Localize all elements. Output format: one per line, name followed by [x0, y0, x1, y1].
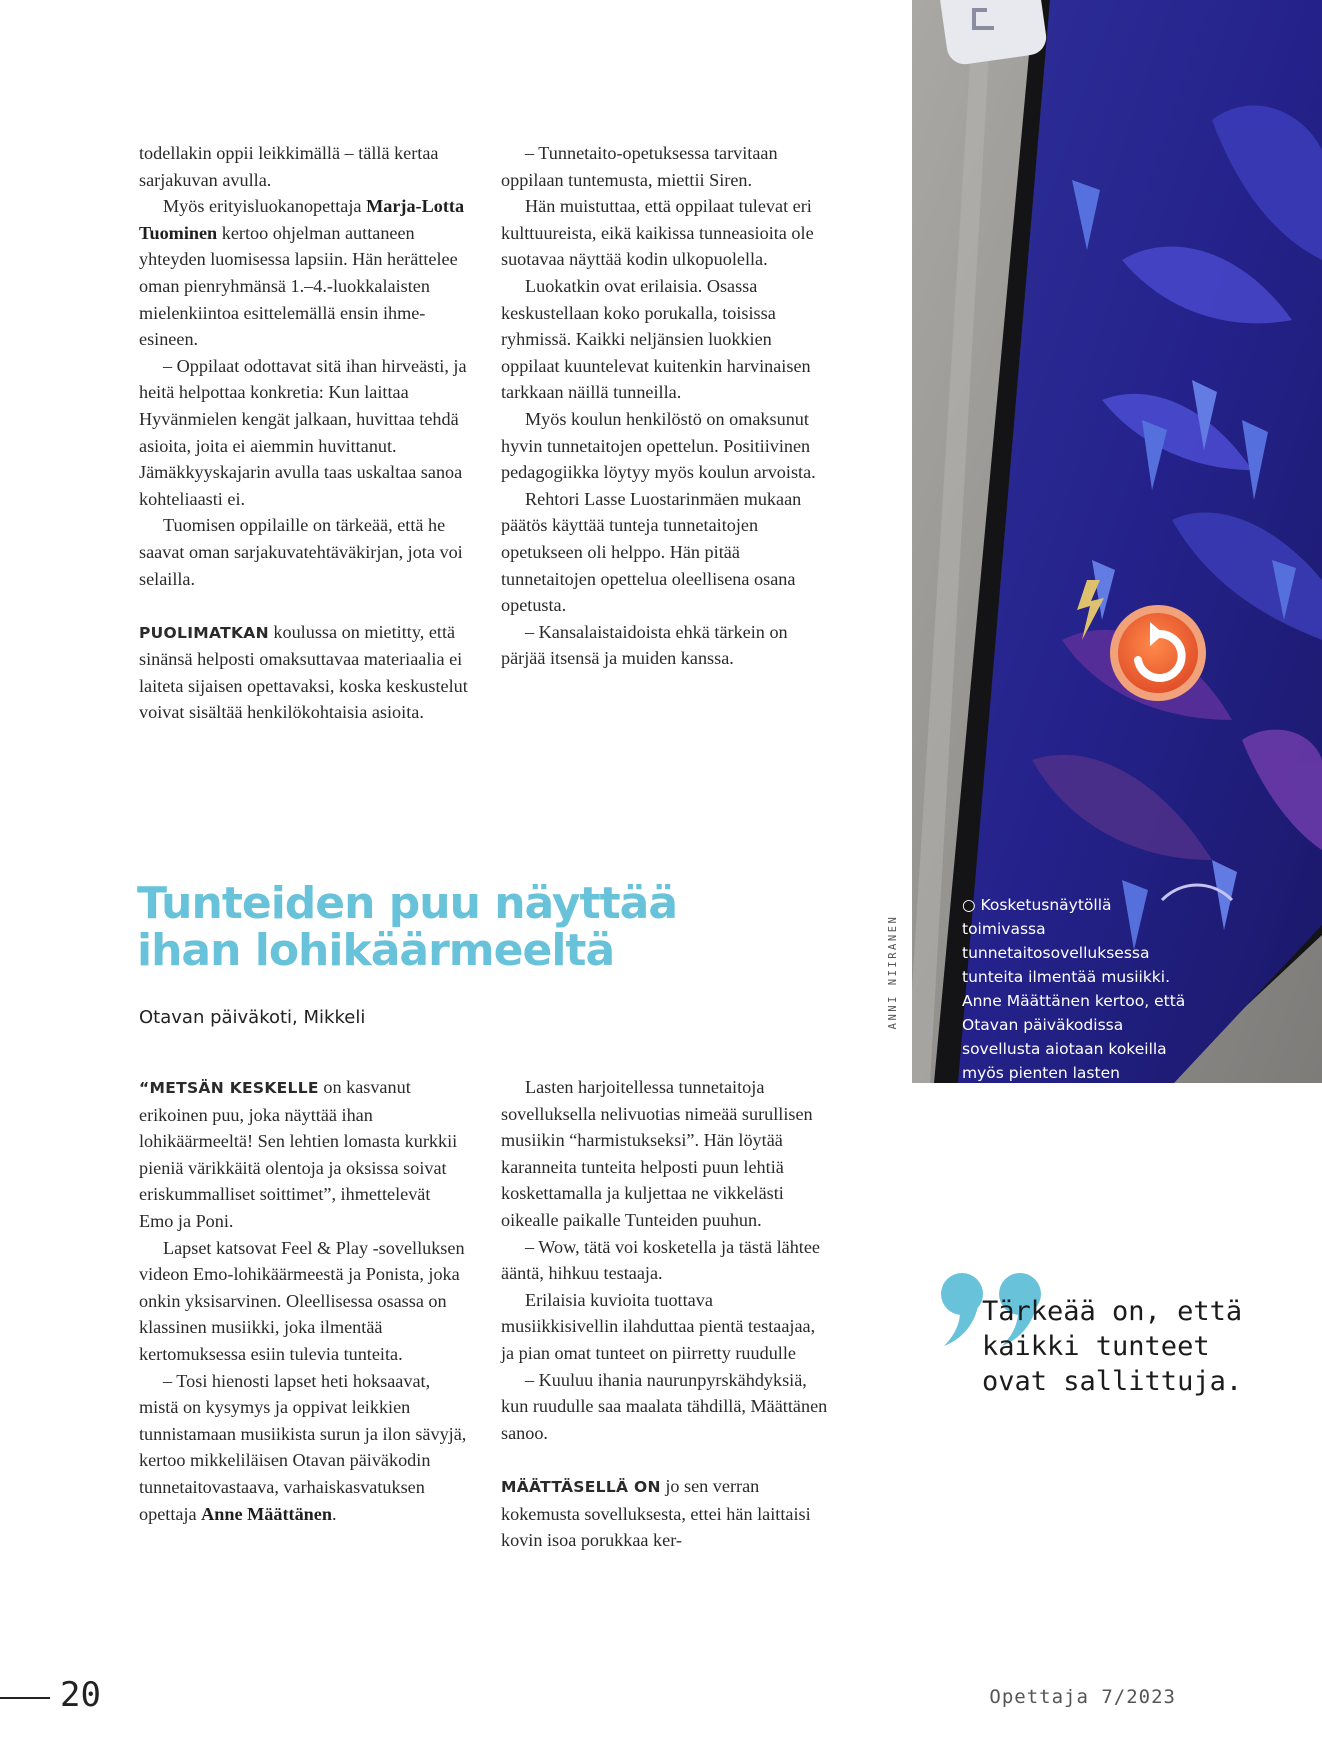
paragraph: MÄÄTTÄSELLÄ ON jo sen verran kokemusta sovelluksesta, ettei hän laittaisi kovin isoa porukkaa ker- — [501, 1475, 811, 1551]
article-column-4 — [501, 1074, 831, 1554]
paragraph: Myös koulun henkilöstö on omaksunut hyvin tunnetaitojen opettelun. Positiivinen pedagogiikka löytyy myös koulun arvoista. — [501, 408, 816, 483]
paragraph: – Wow, tätä voi kosketella ja tästä lähtee ääntä, hihkuu testaaja. — [501, 1236, 820, 1284]
paragraph: – Tosi hienosti lapset heti hoksaavat, mistä on kysymys ja oppivat leikkien tunnistamaan musiikista surun ja ilon sävyjä, kertoo mikkeliläisen Otavan päiväkodin tunnetaitovastaava, varhaiskasvatuksen opettaja Anne Määttänen. — [139, 1370, 467, 1524]
paragraph: – Kansalaistaidoista ehkä tärkein on pärjää itsensä ja muiden kanssa. — [501, 621, 788, 669]
paragraph: “METSÄN KESKELLE on kasvanut erikoinen puu, joka näyttää ihan lohikäärmeeltä! Sen lehtien lomasta kurkkii pieniä värikkäitä olentoja ja oksissa soivat eriskummalliset soittimet”, ihmettelevät Emo ja Poni. — [139, 1077, 458, 1231]
paragraph: Luokatkin ovat erilaisia. Osassa keskustellaan koko porukalla, toisissa ryhmissä. Kaikki neljänsien luokkien oppilaat kuuntelevat kuitenkin harvinaisen tarkkaan näillä tunneilla. — [501, 275, 811, 403]
pull-quote: Tärkeää on, että kaikki tunteet ovat sallittuja. — [982, 1296, 1243, 1397]
article-headline: Tunteiden puu näyttää ihan lohikäärmeeltä — [137, 878, 678, 976]
paragraph: todellakin oppii leikkimällä – tällä kertaa sarjakuvan avulla. — [139, 143, 439, 190]
person-name: Anne Määttänen — [201, 1503, 332, 1524]
paragraph: PUOLIMATKAN koulussa on mietitty, että sinänsä helposti omaksuttavaa materiaalia ei laiteta sijaisen opettavaksi, koska keskustelut voivat sisältää henkilökohtaisia asioita. — [139, 621, 468, 723]
paragraph: Lasten harjoitellessa tunnetaitoja sovelluksella nelivuotias nimeää surullisen musiikin “harmistukseksi”. Hän löytää karanneita tunteita helposti puun lehtiä koskettamalla ja kuljettaa ne vikkelästi oikealle paikalle Tunteiden puuhun. — [501, 1077, 813, 1230]
page-number: 20 — [60, 1675, 101, 1715]
paragraph: Lapset katsovat Feel & Play -sovelluksen videon Emo-lohikäärmeestä ja Ponista, joka onkin yksisarvinen. Oleellisessa osassa on klassinen musiikki, joka ilmentää kertomuksessa esiin tulevia tunteita. — [139, 1237, 465, 1364]
person-name: Marja-Lotta Tuominen — [139, 196, 465, 243]
paragraph: Hän muistuttaa, että oppilaat tulevat eri kulttuureista, eikä kaikissa tunneasioita ole suotavaa näyttää kodin ulkopuolella. — [501, 196, 814, 270]
paragraph: – Oppilaat odottavat sitä ihan hirveästi, ja heitä helpottaa konkretia: Kun laittaa Hyvänmielen kengät jalkaan, huvittaa tehdä asioita, joita ei aiemmin huvittanut. Jämäkkyyskajarin avulla taas uskaltaa sanoa kohteliaasti ei. — [139, 355, 467, 509]
undo-icon — [1110, 605, 1206, 701]
page-number-rule — [0, 1697, 50, 1699]
article-column-1 — [139, 140, 469, 726]
paragraph: Erilaisia kuvioita tuottava musiikkisivellin ilahduttaa pientä testaajaa, ja pian omat tunteet on piirretty ruudulle — [501, 1289, 816, 1363]
lead-in-caps: PUOLIMATKAN — [139, 623, 269, 642]
article-column-2 — [501, 140, 831, 672]
paragraph: Myös erityisluokanopettaja Marja-Lotta Tuominen kertoo ohjelman auttaneen yhteyden luomisessa lapsiin. Hän herättelee oman pienryhmänsä 1.–4.-luokkalaisten mielenkiintoa esittelemällä ensin ihme-esineen. — [139, 196, 465, 350]
paragraph: Rehtori Lasse Luostarinmäen mukaan päätös käyttää tunteja tunnetaitojen opetukseen oli helppo. Hän pitää tunnetaitojen opettelua oleellisena osana opetusta. — [501, 488, 802, 616]
photo-caption: ○ Kosketusnäytöllä toimivassa tunnetaitosovelluksessa tunteita ilmentää musiikki. Anne Määttänen kertoo, että Otavan päiväkodissa sovellusta aiotaan kokeilla myös pienten lasten ryhmässä. — [962, 896, 1186, 1106]
article-column-3 — [139, 1074, 469, 1527]
lead-in-caps: MÄÄTTÄSELLÄ ON — [501, 1477, 661, 1496]
paragraph: – Kuuluu ihania naurunpyrskähdyksiä, kun ruudulle saa maalata tähdillä, Määttänen sanoo. — [501, 1369, 828, 1443]
article-location: Otavan päiväkoti, Mikkeli — [139, 1007, 366, 1028]
photo-credit: ANNI NIIRANEN — [887, 914, 899, 1030]
paragraph: Tuomisen oppilaille on tärkeää, että he saavat oman sarjakuvatehtäväkirjan, jota voi selailla. — [139, 515, 463, 589]
lead-in-caps: “METSÄN KESKELLE — [139, 1079, 319, 1097]
paragraph: – Tunnetaito-opetuksessa tarvitaan oppilaan tuntemusta, miettii Siren. — [501, 143, 778, 190]
magazine-issue: Opettaja 7/2023 — [989, 1686, 1176, 1708]
